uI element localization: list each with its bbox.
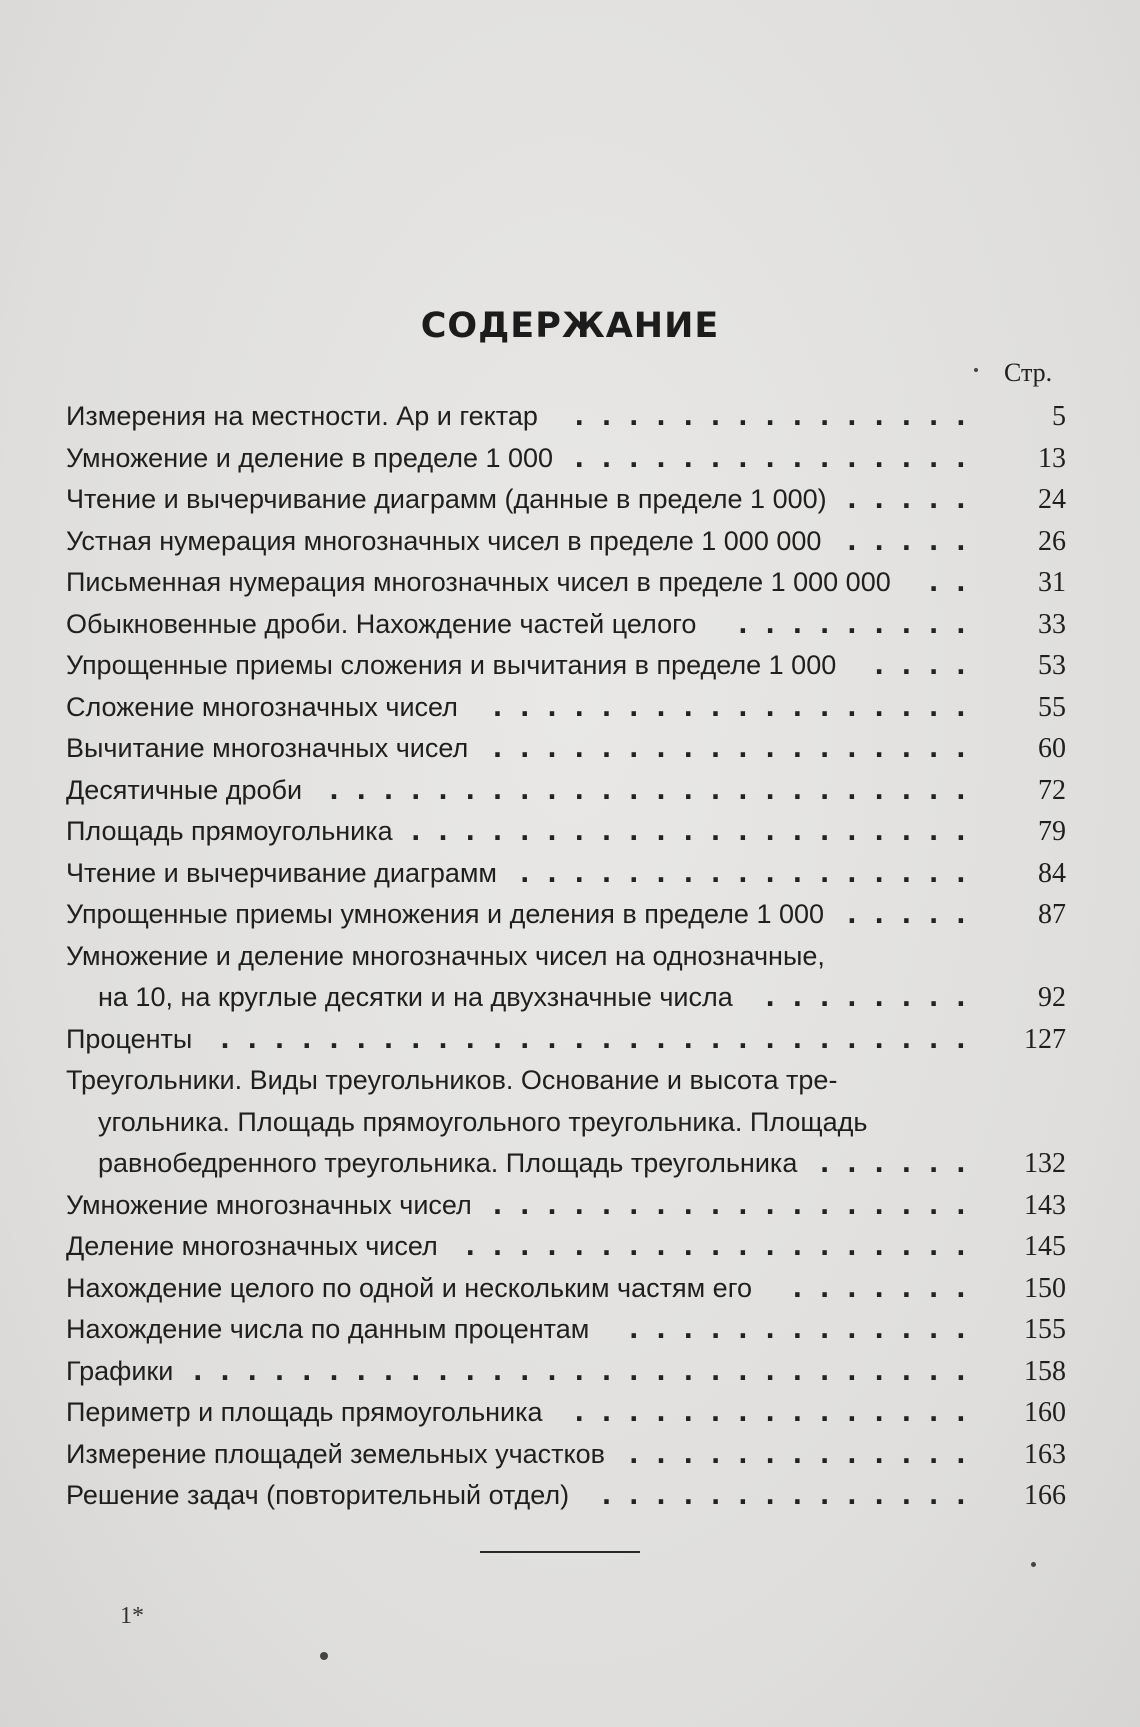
toc-leader-dots: ....... bbox=[789, 1272, 980, 1304]
toc-entry bbox=[66, 562, 1066, 604]
toc-entry bbox=[66, 1185, 1066, 1227]
toc-entry-title: угольника. Площадь прямоугольного треугольника. Площадь bbox=[98, 1106, 868, 1137]
toc-entry-title: равнобедренного треугольника. Площадь треугольника bbox=[98, 1148, 798, 1178]
toc-entry-title: Умножение и деление многозначных чисел на однозначные, bbox=[66, 940, 825, 971]
toc-entry bbox=[66, 1060, 1066, 1102]
toc-entry-title: на 10, на круглые десятки и на двухзначные числа bbox=[98, 982, 733, 1012]
toc-entry-title: Площадь прямоугольника bbox=[66, 816, 393, 846]
toc-entry-title: Упрощенные приемы сложения и вычитания в пределе 1 000 bbox=[66, 650, 837, 680]
toc-entry-title: Измерения на местности. Ар и гектар bbox=[66, 401, 538, 431]
toc-entry bbox=[66, 1392, 1066, 1434]
toc-entry bbox=[66, 894, 1066, 936]
toc-entry-page: 163 bbox=[1024, 1438, 1066, 1470]
print-speck bbox=[1031, 1562, 1036, 1567]
toc-leader-dots: ............... bbox=[571, 442, 980, 474]
toc-entry-page: 158 bbox=[1024, 1355, 1066, 1387]
toc-leader-dots: ......... bbox=[734, 608, 980, 640]
toc-entry-title: Чтение и вычерчивание диаграмм (данные в пределе 1 000) bbox=[66, 484, 827, 514]
toc-entry bbox=[66, 1019, 1066, 1061]
toc-entry bbox=[66, 1102, 1066, 1144]
toc-leader-dots: ............... bbox=[571, 401, 980, 432]
toc-entry-page: 60 bbox=[1038, 733, 1066, 764]
toc-entry-page: 87 bbox=[1038, 899, 1066, 930]
toc-entry-title: Десятичные дроби bbox=[66, 774, 303, 805]
toc-entry bbox=[66, 1434, 1066, 1476]
toc-entry-title: Сложение многозначных чисел bbox=[66, 691, 458, 722]
toc-leader-dots: ........................ bbox=[325, 774, 980, 806]
toc-entry-page: 72 bbox=[1038, 774, 1066, 806]
toc-leader-dots: .. bbox=[925, 567, 980, 598]
toc-entry-page: 55 bbox=[1038, 691, 1066, 723]
toc-leader-dots: ................... bbox=[462, 1231, 980, 1262]
toc-entry-page: 155 bbox=[1024, 1314, 1066, 1345]
toc-entry-page: 13 bbox=[1038, 442, 1066, 474]
toc-entry bbox=[66, 687, 1066, 729]
toc-leader-dots: ................. bbox=[516, 857, 980, 889]
toc-entry-title: Периметр и площадь прямоугольника bbox=[66, 1397, 543, 1427]
toc-leader-dots: ..... bbox=[843, 899, 980, 930]
toc-entry-page: 160 bbox=[1024, 1397, 1066, 1428]
toc-leader-dots: ............................ bbox=[216, 1023, 980, 1055]
toc-leader-dots: ............. bbox=[625, 1314, 980, 1345]
toc-entry-title: Вычитание многозначных чисел bbox=[66, 733, 469, 763]
toc-leader-dots: .................. bbox=[489, 691, 980, 723]
table-of-contents bbox=[66, 396, 1066, 1517]
toc-leader-dots: .... bbox=[870, 650, 980, 681]
toc-leader-dots: ...... bbox=[816, 1148, 980, 1179]
toc-entry-page: 166 bbox=[1024, 1480, 1066, 1511]
toc-entry-title: Проценты bbox=[66, 1023, 193, 1054]
toc-entry bbox=[66, 1475, 1066, 1517]
print-speck bbox=[974, 368, 978, 372]
toc-leader-dots: .................. bbox=[489, 733, 980, 764]
toc-leader-dots: ............. bbox=[625, 1438, 980, 1470]
toc-entry bbox=[66, 1143, 1066, 1185]
closing-rule bbox=[480, 1551, 640, 1553]
toc-entry-page: 132 bbox=[1024, 1148, 1066, 1179]
toc-entry-page: 5 bbox=[1052, 401, 1066, 432]
toc-leader-dots: ............... bbox=[571, 1397, 980, 1428]
toc-entry bbox=[66, 479, 1066, 521]
toc-entry bbox=[66, 936, 1066, 978]
toc-entry-page: 127 bbox=[1024, 1023, 1066, 1055]
signature-mark: 1* bbox=[120, 1603, 144, 1629]
toc-entry-title: Умножение и деление в пределе 1 000 bbox=[66, 442, 554, 473]
toc-entry-page: 24 bbox=[1038, 484, 1066, 515]
toc-entry bbox=[66, 438, 1066, 480]
toc-leader-dots: ..... bbox=[843, 525, 980, 557]
toc-entry-title: Деление многозначных чисел bbox=[66, 1231, 438, 1261]
toc-entry-title: Измерение площадей земельных участков bbox=[66, 1438, 606, 1469]
toc-entry-title: Чтение и вычерчивание диаграмм bbox=[66, 857, 497, 888]
toc-entry bbox=[66, 396, 1066, 438]
toc-leader-dots: ..................... bbox=[407, 816, 980, 847]
toc-entry-title: Графики bbox=[66, 1355, 174, 1386]
toc-entry-page: 145 bbox=[1024, 1231, 1066, 1262]
print-speck bbox=[320, 1652, 328, 1660]
toc-entry bbox=[66, 645, 1066, 687]
toc-entry-title: Обыкновенные дроби. Нахождение частей целого bbox=[66, 608, 697, 639]
toc-entry bbox=[66, 604, 1066, 646]
toc-leader-dots: .............. bbox=[598, 1480, 980, 1511]
toc-leader-dots: .................. bbox=[489, 1189, 980, 1221]
toc-entry bbox=[66, 853, 1066, 895]
toc-leader-dots: ........ bbox=[761, 982, 980, 1013]
toc-entry-page: 33 bbox=[1038, 608, 1066, 640]
toc-entry-title: Упрощенные приемы умножения и деления в пределе 1 000 bbox=[66, 899, 825, 929]
toc-entry-page: 92 bbox=[1038, 982, 1066, 1013]
toc-entry bbox=[66, 977, 1066, 1019]
toc-entry bbox=[66, 1309, 1066, 1351]
toc-entry-title: Треугольники. Виды треугольников. Основание и высота тре- bbox=[66, 1065, 838, 1095]
page-title: СОДЕРЖАНИЕ bbox=[420, 306, 720, 346]
toc-entry-page: 150 bbox=[1024, 1272, 1066, 1304]
toc-entry-page: 79 bbox=[1038, 816, 1066, 847]
toc-entry bbox=[66, 521, 1066, 563]
toc-entry-title: Умножение многозначных чисел bbox=[66, 1189, 472, 1220]
toc-entry-title: Письменная нумерация многозначных чисел в пределе 1 000 000 bbox=[66, 567, 891, 597]
toc-entry-title: Решение задач (повторительный отдел) bbox=[66, 1480, 570, 1510]
toc-leader-dots: ..... bbox=[843, 484, 980, 515]
toc-entry bbox=[66, 1351, 1066, 1393]
toc-entry-title: Устная нумерация многозначных чисел в пределе 1 000 000 bbox=[66, 525, 822, 556]
toc-entry-page: 143 bbox=[1024, 1189, 1066, 1221]
toc-entry-page: 84 bbox=[1038, 857, 1066, 889]
toc-entry bbox=[66, 1268, 1066, 1310]
page-column-header: Стр. bbox=[1004, 358, 1053, 387]
toc-entry-title: Нахождение числа по данным процентам bbox=[66, 1314, 590, 1344]
toc-entry-page: 26 bbox=[1038, 525, 1066, 557]
toc-entry bbox=[66, 728, 1066, 770]
toc-entry-page: 53 bbox=[1038, 650, 1066, 681]
toc-entry bbox=[66, 770, 1066, 812]
toc-leader-dots: ............................. bbox=[189, 1355, 980, 1387]
toc-entry bbox=[66, 811, 1066, 853]
toc-entry-title: Нахождение целого по одной и нескольким частям его bbox=[66, 1272, 752, 1303]
toc-entry-page: 31 bbox=[1038, 567, 1066, 598]
toc-entry bbox=[66, 1226, 1066, 1268]
